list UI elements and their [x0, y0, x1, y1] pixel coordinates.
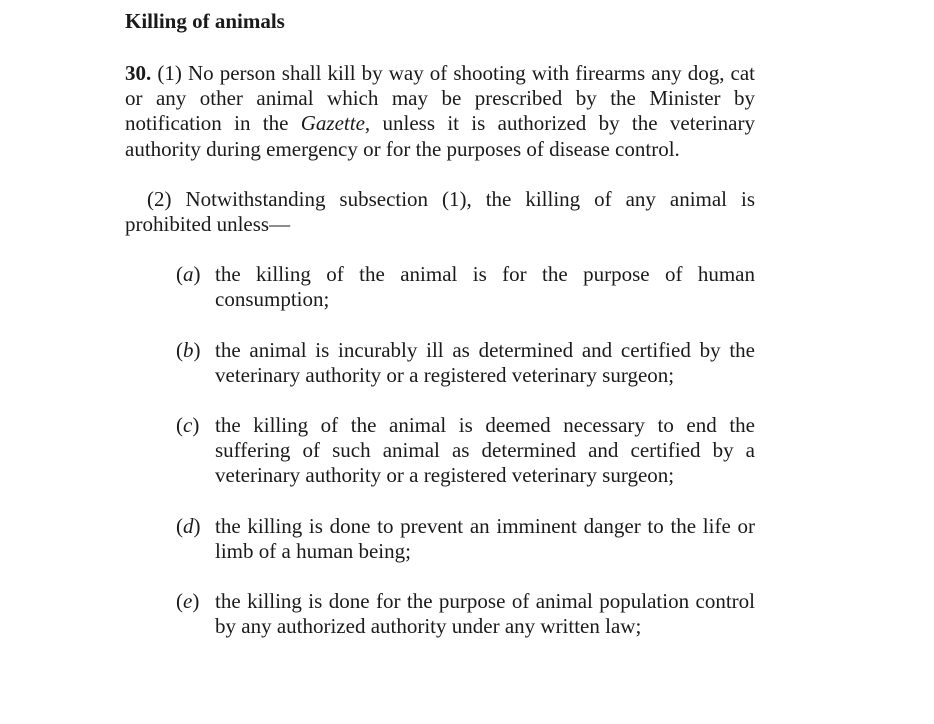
list-item-b	[176, 338, 755, 388]
item-text-a: the killing of the animal is for the purpose of human consumption;	[215, 262, 755, 312]
subsection-1-text-before: No person shall kill by way of shooting with firearms any dog, cat or any other animal which may be prescribed by the Minister by notification in the	[125, 61, 756, 136]
item-text-c: the killing of the animal is deemed necessary to end the suffering of such animal as determined and certified by a veterinary authority or a registered veterinary surgeon;	[215, 413, 755, 488]
gazette-italic: Gazette	[300, 111, 365, 136]
item-label-e: (e)	[176, 589, 200, 614]
item-label-c: (c)	[176, 413, 200, 438]
list-item-c	[176, 413, 755, 489]
document-page	[125, 7, 755, 639]
section-heading: Killing of animals	[125, 9, 285, 33]
subsection-1-text-after: , unless it is authorized by the veterinary authority during emergency or for the purposes of disease control.	[125, 111, 755, 161]
subsection-1-label: (1)	[157, 61, 182, 85]
item-text-b: the animal is incurably ill as determined and certified by the veterinary authority or a registered veterinary surgeon;	[215, 337, 755, 387]
list-item-e	[176, 589, 755, 639]
list-item-a	[176, 262, 755, 312]
subsection-1	[125, 61, 755, 162]
item-label-d: (d)	[176, 513, 201, 538]
list-item-d	[176, 514, 755, 564]
subsection-2: (2) Notwithstanding subsection (1), the killing of any animal is prohibited unless—	[125, 186, 755, 237]
item-label-a: (a)	[176, 262, 201, 287]
item-label-b: (b)	[176, 337, 201, 362]
section-number: 30.	[125, 61, 152, 85]
item-text-e: the killing is done for the purpose of animal population control by any authorized authority under any written law;	[215, 589, 755, 639]
item-text-d: the killing is done to prevent an imminent danger to the life or limb of a human being;	[215, 513, 755, 563]
